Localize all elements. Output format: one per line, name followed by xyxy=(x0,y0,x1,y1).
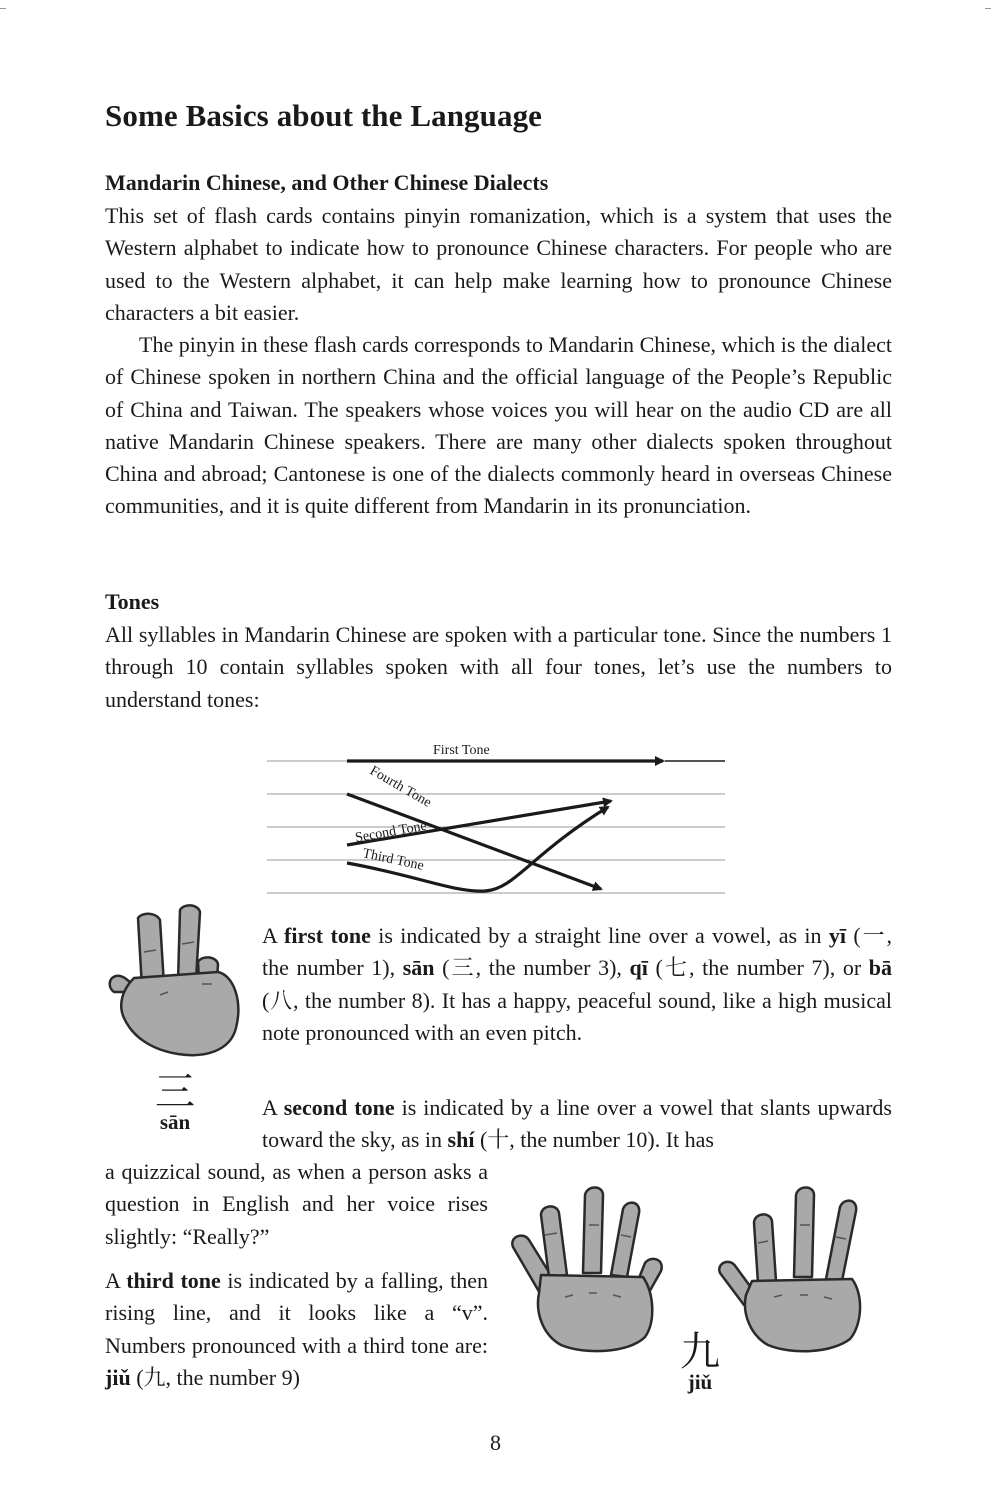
tone-diagram xyxy=(265,735,727,897)
text-segment: (七, the number 7), or xyxy=(647,955,869,981)
pinyin-san: sān xyxy=(402,955,435,981)
text-segment: A xyxy=(262,1095,284,1120)
text-segment: (九, the number 9) xyxy=(130,1364,300,1390)
crop-mark xyxy=(0,8,6,9)
text-segment: (三, the number 3), xyxy=(434,955,630,981)
hand-san-character: 三 xyxy=(155,1069,195,1115)
section-heading-dialects: Mandarin Chinese, and Other Chinese Dialects xyxy=(105,170,549,195)
right-hand-four-fingers-icon xyxy=(712,1185,877,1355)
paragraph-pinyin-intro: This set of flash cards contains pinyin romanization, which is a system that uses the Western alphabet to indicate how to pronounce Chinese characters. For people who are used to the Western alphabet, it can help make learning how to pronounce Chinese characters a bit easier. xyxy=(105,203,892,325)
paragraph-second-tone-continued: a quizzical sound, as when a person asks a question in English and her voice rises slightly: “Really?” xyxy=(105,1159,488,1249)
paragraph-dialects: The pinyin in these flash cards corresponds to Mandarin Chinese, which is the dialect of Chinese spoken in northern China and the official language of the People’s Republic of China and Taiwan. The speakers whose voices you will hear on the audio CD are all native Mandarin Chinese speakers. There are many other dialects spoken throughout China and abroad; Cantonese is one of the dialects commonly heard in overseas Chinese communities, and it is quite different from Mandarin in its pronunciation. xyxy=(105,332,892,519)
text-segment: A xyxy=(262,923,285,948)
page-title: Some Basics about the Language xyxy=(105,98,543,133)
term-third-tone: third tone xyxy=(126,1268,221,1293)
page-number: 8 xyxy=(490,1430,501,1455)
text-segment: A xyxy=(105,1268,127,1293)
pinyin-yi: yī xyxy=(828,923,847,948)
term-first-tone: first tone xyxy=(284,923,371,948)
term-second-tone: second tone xyxy=(283,1095,395,1120)
paragraph-tones-intro: All syllables in Mandarin Chinese are spoken with a particular tone. Since the numbers 1 through 10 contain syllables spoken with all four tones, let’s use the numbers to understand tones: xyxy=(105,622,892,712)
hand-jiu-character: 九 xyxy=(680,1329,720,1375)
first-tone-label: First Tone xyxy=(433,743,490,758)
left-hand-five-fingers-icon xyxy=(505,1185,670,1355)
paragraph-first-tone xyxy=(262,920,892,1049)
text-segment: (一, the number 1), xyxy=(262,923,892,981)
paragraph-third-tone xyxy=(105,1265,488,1394)
pinyin-shi: shí xyxy=(447,1127,475,1153)
fourth-tone-label: Fourth Tone xyxy=(367,763,434,811)
section-heading-tones: Tones xyxy=(105,589,160,614)
paragraph-second-tone xyxy=(262,1092,892,1157)
hand-san-pinyin: sān xyxy=(159,1110,191,1134)
text-segment: (十, the number 10). It has xyxy=(474,1127,714,1153)
text-segment: is indicated by a falling, then rising line, and it looks like a “v”. Numbers pronounced with a third tone are: xyxy=(105,1268,488,1358)
text-segment: (八, the number 8). It has a happy, peaceful sound, like a high musical note pronounced with an even pitch. xyxy=(262,987,892,1045)
pinyin-jiu: jiǔ xyxy=(105,1364,131,1390)
hand-jiu-pinyin: jiǔ xyxy=(687,1370,713,1394)
pinyin-ba: bā xyxy=(868,955,893,981)
third-tone-label: Third Tone xyxy=(361,846,426,874)
text-segment: is indicated by a line over a vowel that slants upwards toward the sky, as in xyxy=(262,1095,892,1153)
pinyin-qi: qī xyxy=(629,955,648,981)
text-segment: is indicated by a straight line over a vowel, as in xyxy=(370,923,829,948)
second-tone-label: Second Tone xyxy=(354,818,428,846)
hand-three-fingers-icon xyxy=(98,900,248,1060)
crop-mark xyxy=(985,8,991,9)
staff-lines xyxy=(267,761,725,893)
